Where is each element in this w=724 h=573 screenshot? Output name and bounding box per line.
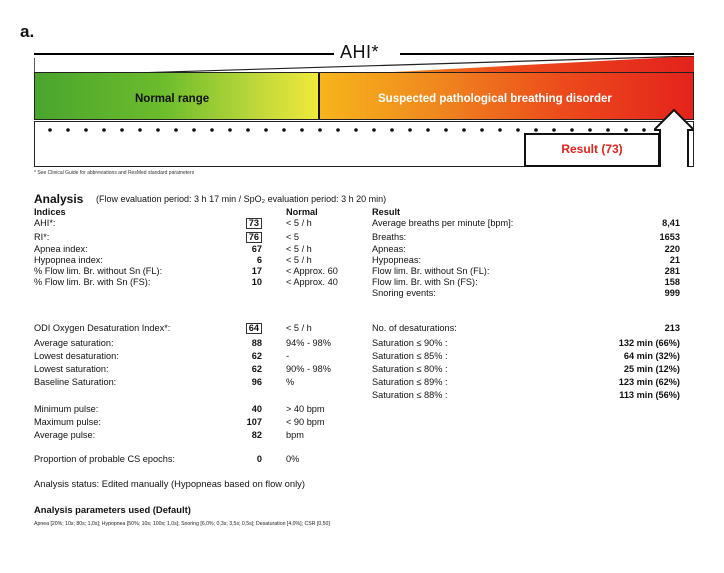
oxygen-value: 96 — [251, 377, 262, 387]
pulse-normal: > 40 bpm — [286, 404, 325, 414]
saturation-value: 132 min (66%) — [618, 338, 680, 348]
result-number: 21 — [669, 255, 680, 265]
result-header: Result — [372, 207, 401, 217]
oxygen-normal: 94% - 98% — [286, 338, 331, 348]
cs-normal: 0% — [286, 454, 300, 464]
oxygen-normal: < 5 / h — [286, 323, 312, 333]
index-normal: < 5 / h — [286, 218, 312, 228]
result-label: Flow lim. Br. with Sn (FS): — [372, 277, 478, 287]
saturation-label: Saturation ≤ 80% : — [372, 364, 448, 374]
result-number: 999 — [664, 288, 680, 298]
saturation-label: Saturation ≤ 88% : — [372, 390, 448, 400]
pulse-label: Minimum pulse: — [34, 404, 99, 414]
pulse-normal: bpm — [286, 430, 304, 440]
oxygen-label: Lowest desaturation: — [34, 351, 119, 361]
index-value: 10 — [251, 277, 262, 287]
index-label: Apnea index: — [34, 244, 88, 254]
index-normal: < 5 / h — [286, 255, 312, 265]
index-value: 17 — [251, 266, 262, 276]
index-label: % Flow lim. Br. without Sn (FL): — [34, 266, 163, 276]
saturation-label: Saturation ≤ 90% : — [372, 338, 448, 348]
index-label: % Flow lim. Br. with Sn (FS): — [34, 277, 151, 287]
index-label: RI*: — [34, 232, 50, 242]
zone-divider — [318, 73, 320, 119]
result-label: Apneas: — [372, 244, 406, 254]
result-number: 281 — [664, 266, 680, 276]
pulse-value: 82 — [251, 430, 262, 440]
oxygen-normal: - — [286, 351, 290, 361]
result-label: Snoring events: — [372, 288, 436, 298]
index-value — [222, 218, 262, 229]
index-normal: < 5 — [286, 232, 300, 242]
oxygen-value: 62 — [251, 351, 262, 361]
oxygen-normal: 90% - 98% — [286, 364, 331, 374]
analysis-status: Analysis status: Edited manually (Hypopneas based on flow only) — [34, 478, 305, 489]
normal-header: Normal — [286, 207, 318, 217]
result-number: 220 — [664, 244, 680, 254]
index-normal: < Approx. 40 — [286, 277, 338, 287]
result-label: Flow lim. Br. without Sn (FL): — [372, 266, 490, 276]
panel-label: a. — [20, 22, 35, 41]
cs-value: 0 — [256, 454, 262, 464]
saturation-label: Saturation ≤ 85% : — [372, 351, 448, 361]
saturation-value: 25 min (12%) — [623, 364, 680, 374]
index-value: 6 — [256, 255, 262, 265]
analysis-subtitle: (Flow evaluation period: 3 h 17 min / SpO₂ evaluation period: 3 h 20 min) — [96, 194, 387, 204]
indices-header: Indices — [34, 207, 66, 217]
index-normal: < 5 / h — [286, 244, 312, 254]
params-heading: Analysis parameters used (Default) — [34, 504, 191, 515]
pulse-value: 40 — [251, 404, 262, 414]
result-number: 1653 — [659, 232, 680, 242]
odi-value-box: 64 — [246, 323, 262, 334]
pulse-value: 107 — [246, 417, 262, 427]
oxygen-label: Lowest saturation: — [34, 364, 109, 374]
index-label: Hypopnea index: — [34, 255, 103, 265]
oxygen-normal: % — [286, 377, 295, 387]
saturation-value: 123 min (62%) — [618, 377, 680, 387]
index-value — [222, 232, 262, 243]
oxygen-label: Average saturation: — [34, 338, 114, 348]
result-label: Average breaths per minute [bpm]: — [372, 218, 514, 228]
oxygen-value: 62 — [251, 364, 262, 374]
pulse-label: Maximum pulse: — [34, 417, 101, 427]
result-number: 158 — [664, 277, 680, 287]
pulse-label: Average pulse: — [34, 430, 96, 440]
oxygen-value: 88 — [251, 338, 262, 348]
saturation-value: 64 min (32%) — [623, 351, 680, 361]
params-line: Apnea [20%; 10s; 80s; 1,0s]; Hypopnea [50%; 10s; 100s; 1,0s]; Snoring [6,0%; 0,3s; 3,5s; 0,5s]; Desaturation [4,0%]; CSR [0,50] — [34, 521, 330, 527]
ahi-value-box: 73 — [246, 218, 262, 229]
saturation-label: No. of desaturations: — [372, 323, 457, 333]
ahi-title: AHI* — [340, 42, 380, 62]
saturation-label: Saturation ≤ 89% : — [372, 377, 448, 387]
pulse-normal: < 90 bpm — [286, 417, 325, 427]
analysis-heading: Analysis — [34, 192, 84, 206]
saturation-value: 113 min (56%) — [619, 390, 680, 400]
result-arrow-icon — [654, 104, 694, 168]
result-label: Breaths: — [372, 232, 407, 242]
normal-range-label: Normal range — [135, 93, 210, 105]
cs-label: Proportion of probable CS epochs: — [34, 454, 175, 464]
index-normal: < Approx. 60 — [286, 266, 338, 276]
result-label: Hypopneas: — [372, 255, 422, 265]
suspected-disorder-label: Suspected pathological breathing disorder — [378, 93, 612, 105]
gauge-top-rule-left — [34, 53, 334, 55]
oxygen-label: Baseline Saturation: — [34, 377, 117, 387]
index-value: 67 — [251, 244, 262, 254]
oxygen-value — [222, 323, 262, 334]
footnote: * See Clinical Guide for abbreviations and ResMed standard parameters — [34, 170, 195, 176]
gauge-top-rule-right — [400, 53, 694, 55]
oxygen-label: ODI Oxygen Desaturation Index*: — [34, 323, 171, 333]
ri-value-box: 76 — [246, 232, 262, 243]
result-number: 8,41 — [662, 218, 680, 228]
saturation-value: 213 — [664, 323, 680, 333]
index-label: AHI*: — [34, 218, 56, 228]
result-value: Result (73) — [561, 142, 623, 156]
